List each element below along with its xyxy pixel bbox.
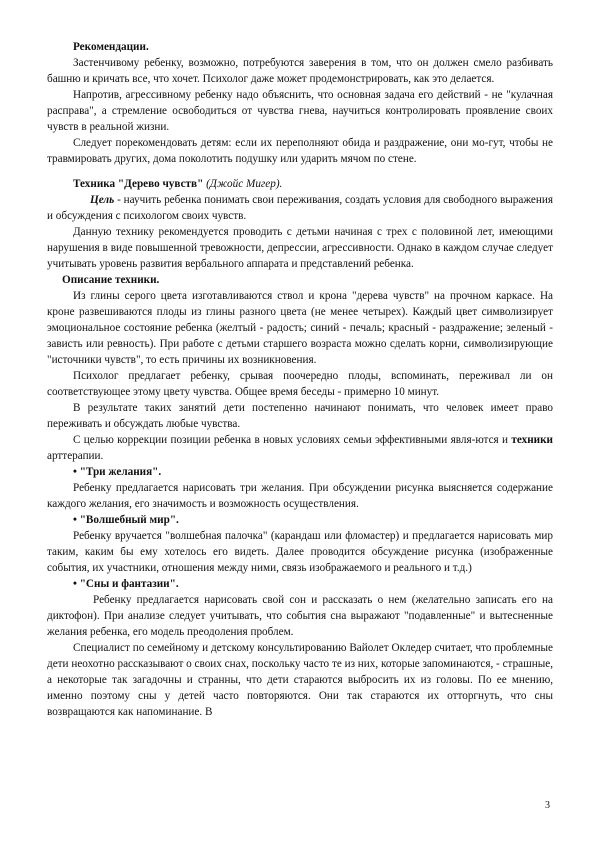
description-paragraph: Из глины серого цвета изготавливаются ствол и крона "дерева чувств" на прочном каркасе. На кроне развешиваются плоды из глины разного цвета (не менее четырех). Каждый цвет символизирует эмоциональное состояние ребенка (желтый - радость; синий - печаль; красный - раздражение; зеленый - зависть или ревность). При работе с детьми старшего возраста можно сделать корни, символизирующие "источники чувств", то есть причины их возникновения. [47,290,553,366]
magic-world-text: Ребенку вручается "волшебная палочка" (карандаш или фломастер) и предлагается нарисовать мир таким, каким бы ему хотелось его видеть. Далее проводится обсуждение рисунка (изображенные события, их участники, отношения между ними, связь изображаемого и реального и т.д.) [47,530,553,574]
technique-goal [47,192,553,224]
recommendations-heading: Рекомендации. [73,41,149,53]
correction-text-start: С целью коррекции позиции ребенка в новых условиях семьи эффективными явля-ются и [73,434,512,446]
dreams-text: Ребенку предлагается нарисовать свой сон и рассказать о нем (желательно записать его на диктофон). При анализе следует учитывать, что события сна выражают "подавленные" и вытесненные желания ребенка, его модель преодоления проблем. [47,594,553,638]
goal-label: Цель [90,194,115,206]
dreams-text-oaklander: Специалист по семейному и детскому консультированию Вайолет Окледер считает, что проблемные дети неохотно рассказывают о своих снах, поскольку часто те из них, которые запоминаются, - страшные, а некоторые так загадочны и странны, что дети стараются выбросить их из головы. По ее мнению, именно поэтому сны у детей часто повторяются. Они так стараются их отторгнуть, что сны возвращаются как напоминание. В [47,642,554,718]
description-paragraph: В результате таких занятий дети постепенно начинают понимать, что человек имеет право переживать и обсуждать любые чувства. [47,402,553,430]
recommendations-paragraph: Следует порекомендовать детям: если их переполняют обида и раздражение, они мо-гут, чтобы не травмировать других, дома поколотить подушку или ударить мячом по стене. [47,137,553,165]
dreams-title: • "Сны и фантазии". [73,578,179,590]
technique-title: Техника "Дерево чувств" [73,178,204,190]
page-content [47,36,553,720]
recommendations-paragraph: Напротив, агрессивному ребенку надо объяснить, что основная задача его действий - не "кулачная расправа", а стремление освободиться от чувства гнева, научиться контролировать проявление своих чувств в реальной жизни. [47,89,553,133]
technique-intro: Данную технику рекомендуется проводить с детьми начиная с трех с половиной лет, имеющими нарушения в виде повышенной тревожности, депрессии, агрессивности. Однако в каждом случае следует учитывать уровень развития вербального аппарата и представлений ребенка. [47,226,553,270]
three-wishes-title: • "Три желания". [73,466,162,478]
goal-text: - научить ребенка понимать свои переживания, создать условия для свободного выражения и обсуждения с психологом своих чувств. [47,194,553,222]
page-number: 3 [545,800,550,811]
description-paragraph: Психолог предлагает ребенку, срывая поочередно плоды, вспоминать, переживал ли он соответствующее этому цвету чувства. Общее время беседы - примерно 10 минут. [47,370,553,398]
technique-title-line [47,176,553,192]
correction-bold-word: техники [511,434,553,446]
correction-paragraph [47,432,553,464]
magic-world-title: • "Волшебный мир". [73,514,179,526]
three-wishes-text: Ребенку предлагается нарисовать три желания. При обсуждении рисунка выясняется содержание каждого желания, его значимость и возможность осуществления. [47,482,553,510]
recommendations-paragraph: Застенчивому ребенку, возможно, потребуются заверения в том, что он должен смело разбивать башню и кричать все, что хочет. Психолог даже может продемонстрировать, как это делается. [47,57,553,85]
description-heading: Описание техники. [62,274,160,286]
technique-author: (Джойс Мигер). [206,178,283,190]
correction-text-end: арттерапии. [47,450,104,462]
